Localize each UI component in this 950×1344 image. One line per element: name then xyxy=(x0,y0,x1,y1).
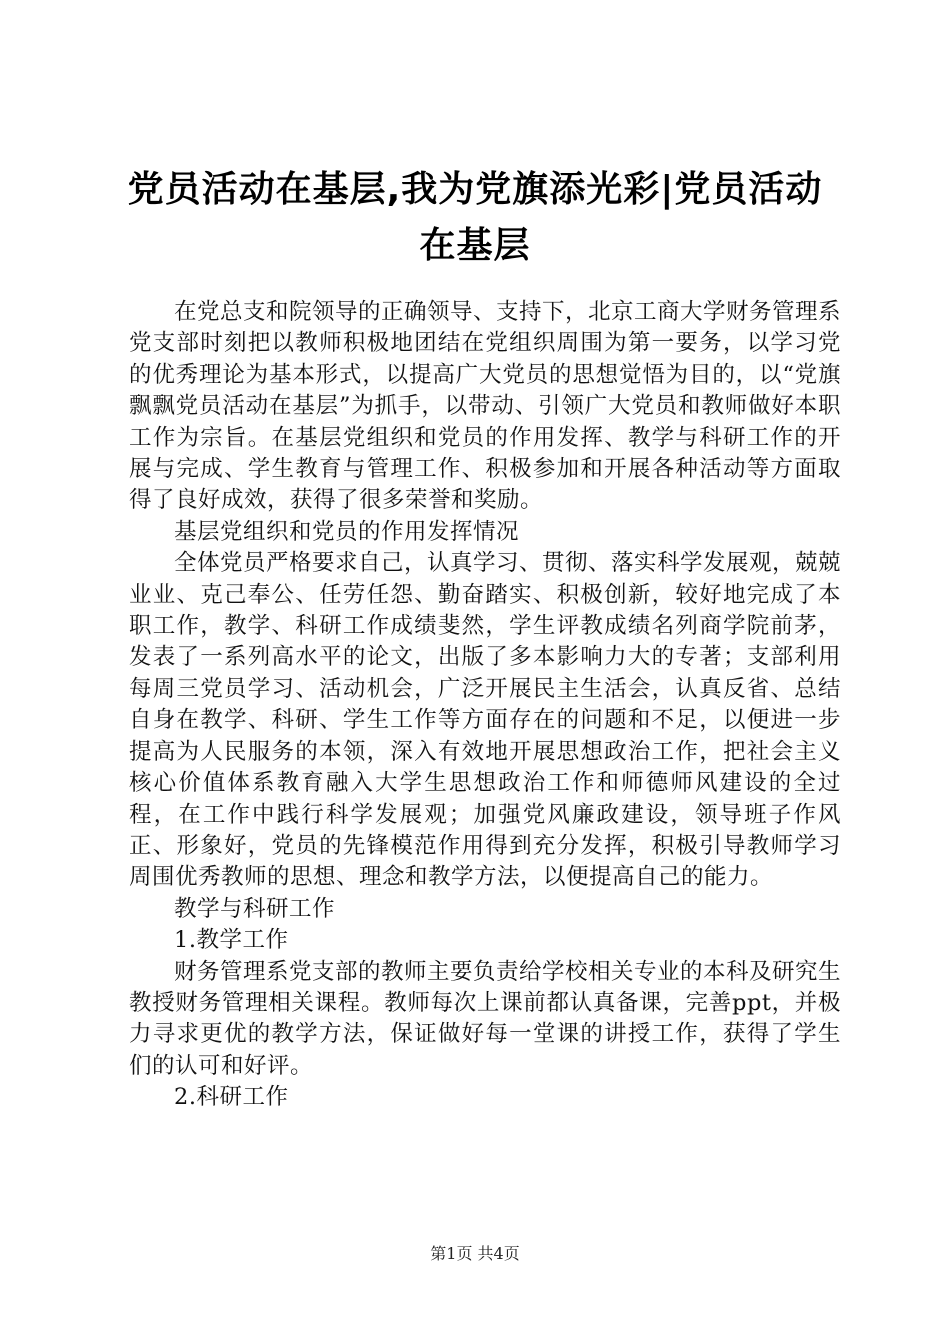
section-heading-teaching-research: 教学与科研工作 xyxy=(174,895,336,922)
paragraph-role: 全体党员严格要求自己，认真学习、贯彻、落实科学发展观，兢兢业业、克己奉公、任劳任怨、勤奋踏实、积极创新，较好地完成了本职工作，教学、科研工作成绩斐然，学生评教成绩名列商学院前茅，发表了一系列高水平的论文，出版了多本影响力大的专著；支部利用每周三党员学习、活动机会，广泛开展民主生活会，认真反省、总结自身在教学、科研、学生工作等方面存在的问题和不足，以便进一步提高为人民服务的本领，深入有效地开展思想政治工作，把社会主义核心价值体系教育融入大学生思想政治工作和师德师风建设的全过程，在工作中践行科学发展观；加强党风廉政建设，领导班子作风正、形象好，党员的先锋模范作用得到充分发挥，积极引导教师学习周围优秀教师的思想、理念和教学方法，以便提高自己的能力。 xyxy=(129,550,842,891)
subsection-heading-teaching: 1.教学工作 xyxy=(174,927,289,954)
subsection-heading-research: 2.科研工作 xyxy=(174,1084,289,1111)
section-heading-role: 基层党组织和党员的作用发挥情况 xyxy=(174,518,520,545)
paragraph-intro: 在党总支和院领导的正确领导、支持下，北京工商大学财务管理系党支部时刻把以教师积极地团结在党组织周围为第一要务，以学习党的优秀理论为基本形式，以提高广大党员的思想觉悟为目的，以“党旗飘飘党员活动在基层”为抓手，以带动、引领广大党员和教师做好本职工作为宗旨。在基层党组织和党员的作用发挥、教学与科研工作的开展与完成、学生教育与管理工作、积极参加和开展各种活动等方面取得了良好成效，获得了很多荣誉和奖励。 xyxy=(129,299,842,514)
document-body xyxy=(129,297,841,1114)
document-title: 党员活动在基层,我为党旗添光彩|党员活动在基层 xyxy=(127,169,823,266)
page-footer: 第1页 共4页 xyxy=(430,1244,520,1263)
paragraph-teaching: 财务管理系党支部的教师主要负责给学校相关专业的本科及研究生教授财务管理相关课程。教师每次上课前都认真备课，完善ppt，并极力寻求更优的教学方法，保证做好每一堂课的讲授工作，获得了学生们的认可和好评。 xyxy=(129,958,842,1079)
